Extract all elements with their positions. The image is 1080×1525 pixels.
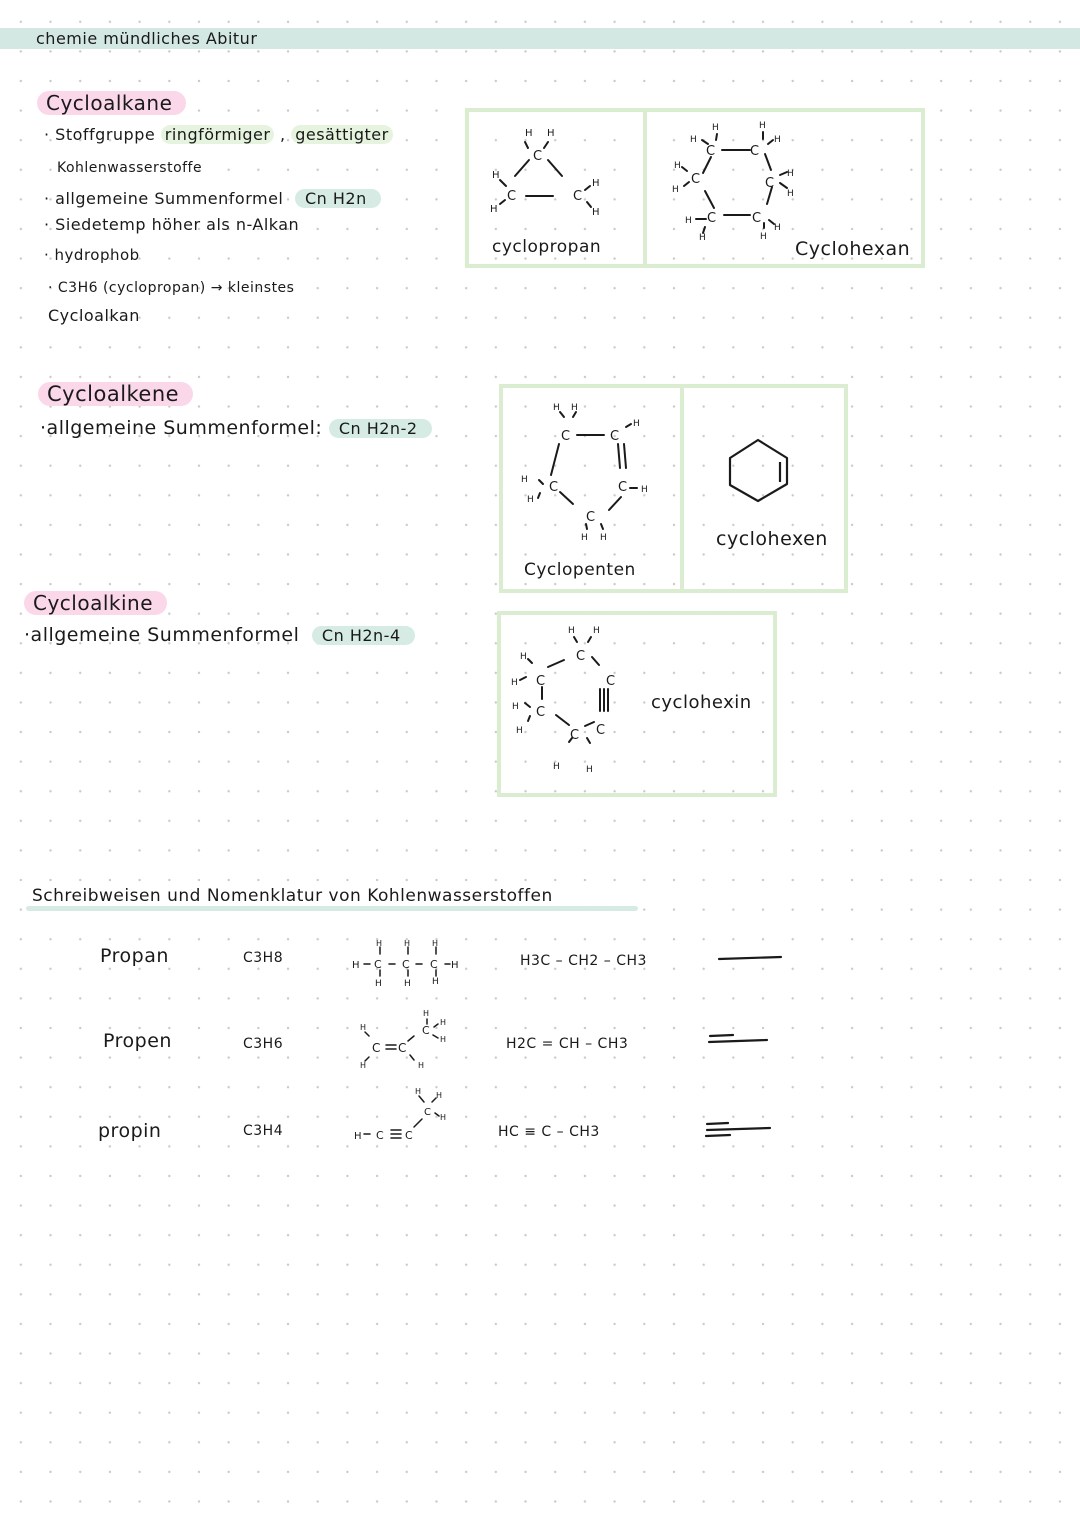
svg-text:H: H [672, 185, 679, 195]
row-condensed-propan: H3C – CH2 – CH3 [520, 953, 647, 969]
svg-text:C: C [424, 1107, 431, 1118]
svg-text:H: H [440, 1035, 447, 1044]
row-name-propen: Propen [103, 1030, 172, 1052]
svg-text:H: H [440, 1113, 447, 1122]
cyclopenten-structure [505, 392, 675, 557]
svg-text:H: H [592, 178, 600, 189]
svg-text:C: C [398, 1041, 407, 1055]
svg-text:H: H [685, 216, 692, 226]
svg-text:C: C [430, 958, 438, 971]
propin-skeletal-triple-line [702, 1120, 777, 1140]
svg-text:H: H [423, 1009, 430, 1018]
svg-text:C: C [507, 189, 517, 204]
bullet-text: allgemeine Summenformel: [46, 417, 323, 439]
cycloalkane-bullet-2: · allgemeine Summenformel Cn H2n [44, 188, 381, 210]
svg-text:C: C [573, 189, 583, 204]
svg-text:H: H [641, 485, 648, 495]
svg-text:H: H [571, 403, 578, 413]
bullet-text: Siedetemp höher als n-Alkan [55, 215, 300, 234]
svg-text:H: H [490, 204, 498, 215]
svg-text:H: H [432, 939, 439, 948]
svg-text:H: H [404, 939, 411, 948]
svg-text:H: H [592, 207, 600, 218]
svg-text:C: C [374, 958, 382, 971]
svg-text:C: C [402, 958, 410, 971]
section-underline [26, 906, 638, 911]
svg-text:H: H [354, 1131, 362, 1142]
svg-text:H: H [451, 960, 459, 971]
cycloalkine-bullet: ·allgemeine Summenformel Cn H2n-4 [24, 624, 415, 647]
svg-text:C: C [618, 480, 628, 495]
row-condensed-propen: H2C = CH – CH3 [506, 1036, 629, 1052]
cycloalkane-bullet-5: · C3H6 (cyclopropan) → kleinstes [48, 280, 295, 296]
cycloalkane-bullet-1: · Stoffgruppe ringförmiger , gesättigter [44, 124, 393, 146]
cyclohexen-skeletal [720, 438, 800, 508]
cyclohexan-structure [650, 112, 800, 252]
svg-text:C: C [561, 429, 571, 444]
svg-text:H: H [418, 1061, 425, 1070]
svg-text:H: H [352, 960, 360, 971]
svg-text:C: C [570, 728, 580, 743]
section-heading-cycloalkane [37, 91, 186, 115]
svg-text:C: C [536, 674, 546, 689]
svg-text:H: H [432, 977, 439, 987]
svg-text:H: H [440, 1018, 447, 1027]
svg-text:C: C [422, 1024, 430, 1037]
formula-badge-alkane: Cn H2n [295, 189, 381, 208]
svg-text:C: C [706, 144, 716, 159]
svg-text:C: C [533, 149, 543, 164]
svg-text:H: H [593, 626, 600, 636]
bullet-text: hydrophob [54, 246, 140, 264]
svg-text:H: H [525, 128, 533, 139]
propen-structural-formula [352, 1005, 462, 1070]
svg-text:H: H [511, 678, 518, 688]
cyclohexin-structure [502, 615, 632, 785]
svg-text:H: H [699, 233, 706, 243]
row-formula-propin: C3H4 [243, 1123, 284, 1139]
svg-text:H: H [527, 495, 534, 505]
svg-text:C: C [752, 211, 762, 226]
bullet-text: allgemeine Summenformel [55, 189, 284, 208]
svg-text:H: H [774, 223, 781, 233]
svg-text:C: C [405, 1129, 413, 1142]
propin-structural-formula [352, 1082, 462, 1147]
row-name-propan: Propan [100, 945, 169, 967]
section-heading-cycloalkene [38, 382, 193, 406]
svg-text:H: H [521, 475, 528, 485]
svg-text:H: H [376, 939, 383, 948]
svg-text:H: H [774, 135, 781, 145]
svg-text:H: H [553, 762, 560, 772]
svg-text:H: H [360, 1061, 367, 1070]
bullet-text: C3H6 (cyclopropan) → kleinstes [57, 280, 295, 296]
svg-text:H: H [512, 702, 519, 712]
svg-text:C: C [586, 510, 596, 525]
svg-text:C: C [576, 649, 586, 664]
svg-text:C: C [707, 211, 717, 226]
cycloalkine-heading: Cycloalkine [24, 591, 167, 615]
svg-text:H: H [712, 123, 719, 133]
svg-text:H: H [516, 726, 523, 736]
formula-badge-alkene: Cn H2n-2 [329, 419, 432, 438]
svg-text:H: H [633, 419, 640, 429]
cycloalkane-bullet-4: · hydrophob [44, 246, 140, 264]
svg-text:H: H [360, 1023, 367, 1032]
svg-text:H: H [568, 626, 575, 636]
propan-structural-formula [350, 938, 465, 988]
svg-text:H: H [415, 1087, 422, 1096]
comma: , [280, 125, 286, 144]
highlight-gesaettigter: gesättigter [291, 125, 392, 144]
nomenclature-heading: Schreibweisen und Nomenklatur von Kohlenwasserstoffen [32, 886, 553, 906]
cycloalkane-bullet-5-cont: Cycloalkan [48, 306, 140, 325]
svg-text:H: H [690, 135, 697, 145]
svg-text:C: C [549, 480, 559, 495]
svg-text:H: H [586, 765, 593, 775]
row-name-propin: propin [98, 1120, 162, 1142]
propan-skeletal-single-line [715, 950, 787, 964]
box-divider [680, 384, 684, 593]
svg-text:C: C [610, 429, 620, 444]
caption-cyclohexan: Cyclohexan [795, 238, 911, 260]
svg-text:H: H [520, 652, 527, 662]
propen-skeletal-double-line [705, 1030, 777, 1048]
svg-text:C: C [691, 172, 701, 187]
bullet-text: Stoffgruppe [55, 125, 156, 144]
bullet-text: allgemeine Summenformel [30, 624, 300, 646]
svg-text:H: H [492, 170, 500, 181]
cycloalkene-heading: Cycloalkene [38, 382, 193, 406]
row-formula-propan: C3H8 [243, 950, 284, 966]
formula-badge-alkine: Cn H2n-4 [312, 626, 415, 645]
row-condensed-propin: HC ≡ C – CH3 [498, 1124, 600, 1140]
svg-text:H: H [375, 979, 382, 988]
page-title: chemie mündliches Abitur [36, 29, 258, 48]
cycloalkane-bullet-1-cont: Kohlenwasserstoffe [57, 160, 203, 176]
svg-text:H: H [600, 533, 607, 543]
svg-text:H: H [787, 189, 794, 199]
svg-text:H: H [436, 1091, 443, 1100]
svg-text:H: H [787, 169, 794, 179]
svg-text:H: H [759, 121, 766, 131]
svg-text:H: H [547, 128, 555, 139]
row-formula-propen: C3H6 [243, 1036, 284, 1052]
svg-text:C: C [376, 1129, 384, 1142]
svg-text:C: C [596, 723, 606, 738]
svg-text:C: C [536, 705, 546, 720]
svg-text:H: H [553, 403, 560, 413]
svg-text:C: C [750, 144, 760, 159]
svg-text:C: C [765, 176, 775, 191]
caption-cyclopropan: cyclopropan [492, 237, 602, 257]
svg-text:C: C [606, 674, 616, 689]
caption-cyclohexen: cyclohexen [716, 528, 828, 550]
caption-cyclopenten: Cyclopenten [524, 560, 636, 580]
svg-text:H: H [674, 161, 681, 171]
caption-cyclohexin: cyclohexin [651, 692, 752, 713]
cycloalkane-heading: Cycloalkane [37, 91, 186, 115]
cycloalkene-bullet: ·allgemeine Summenformel: Cn H2n-2 [40, 417, 432, 440]
highlight-ringfoermiger: ringförmiger [161, 125, 275, 144]
svg-text:C: C [372, 1041, 381, 1055]
section-heading-cycloalkine [24, 591, 167, 615]
cycloalkane-bullet-3: · Siedetemp höher als n-Alkan [44, 215, 300, 234]
svg-text:H: H [760, 232, 767, 242]
svg-text:H: H [581, 533, 588, 543]
svg-text:H: H [404, 979, 411, 988]
